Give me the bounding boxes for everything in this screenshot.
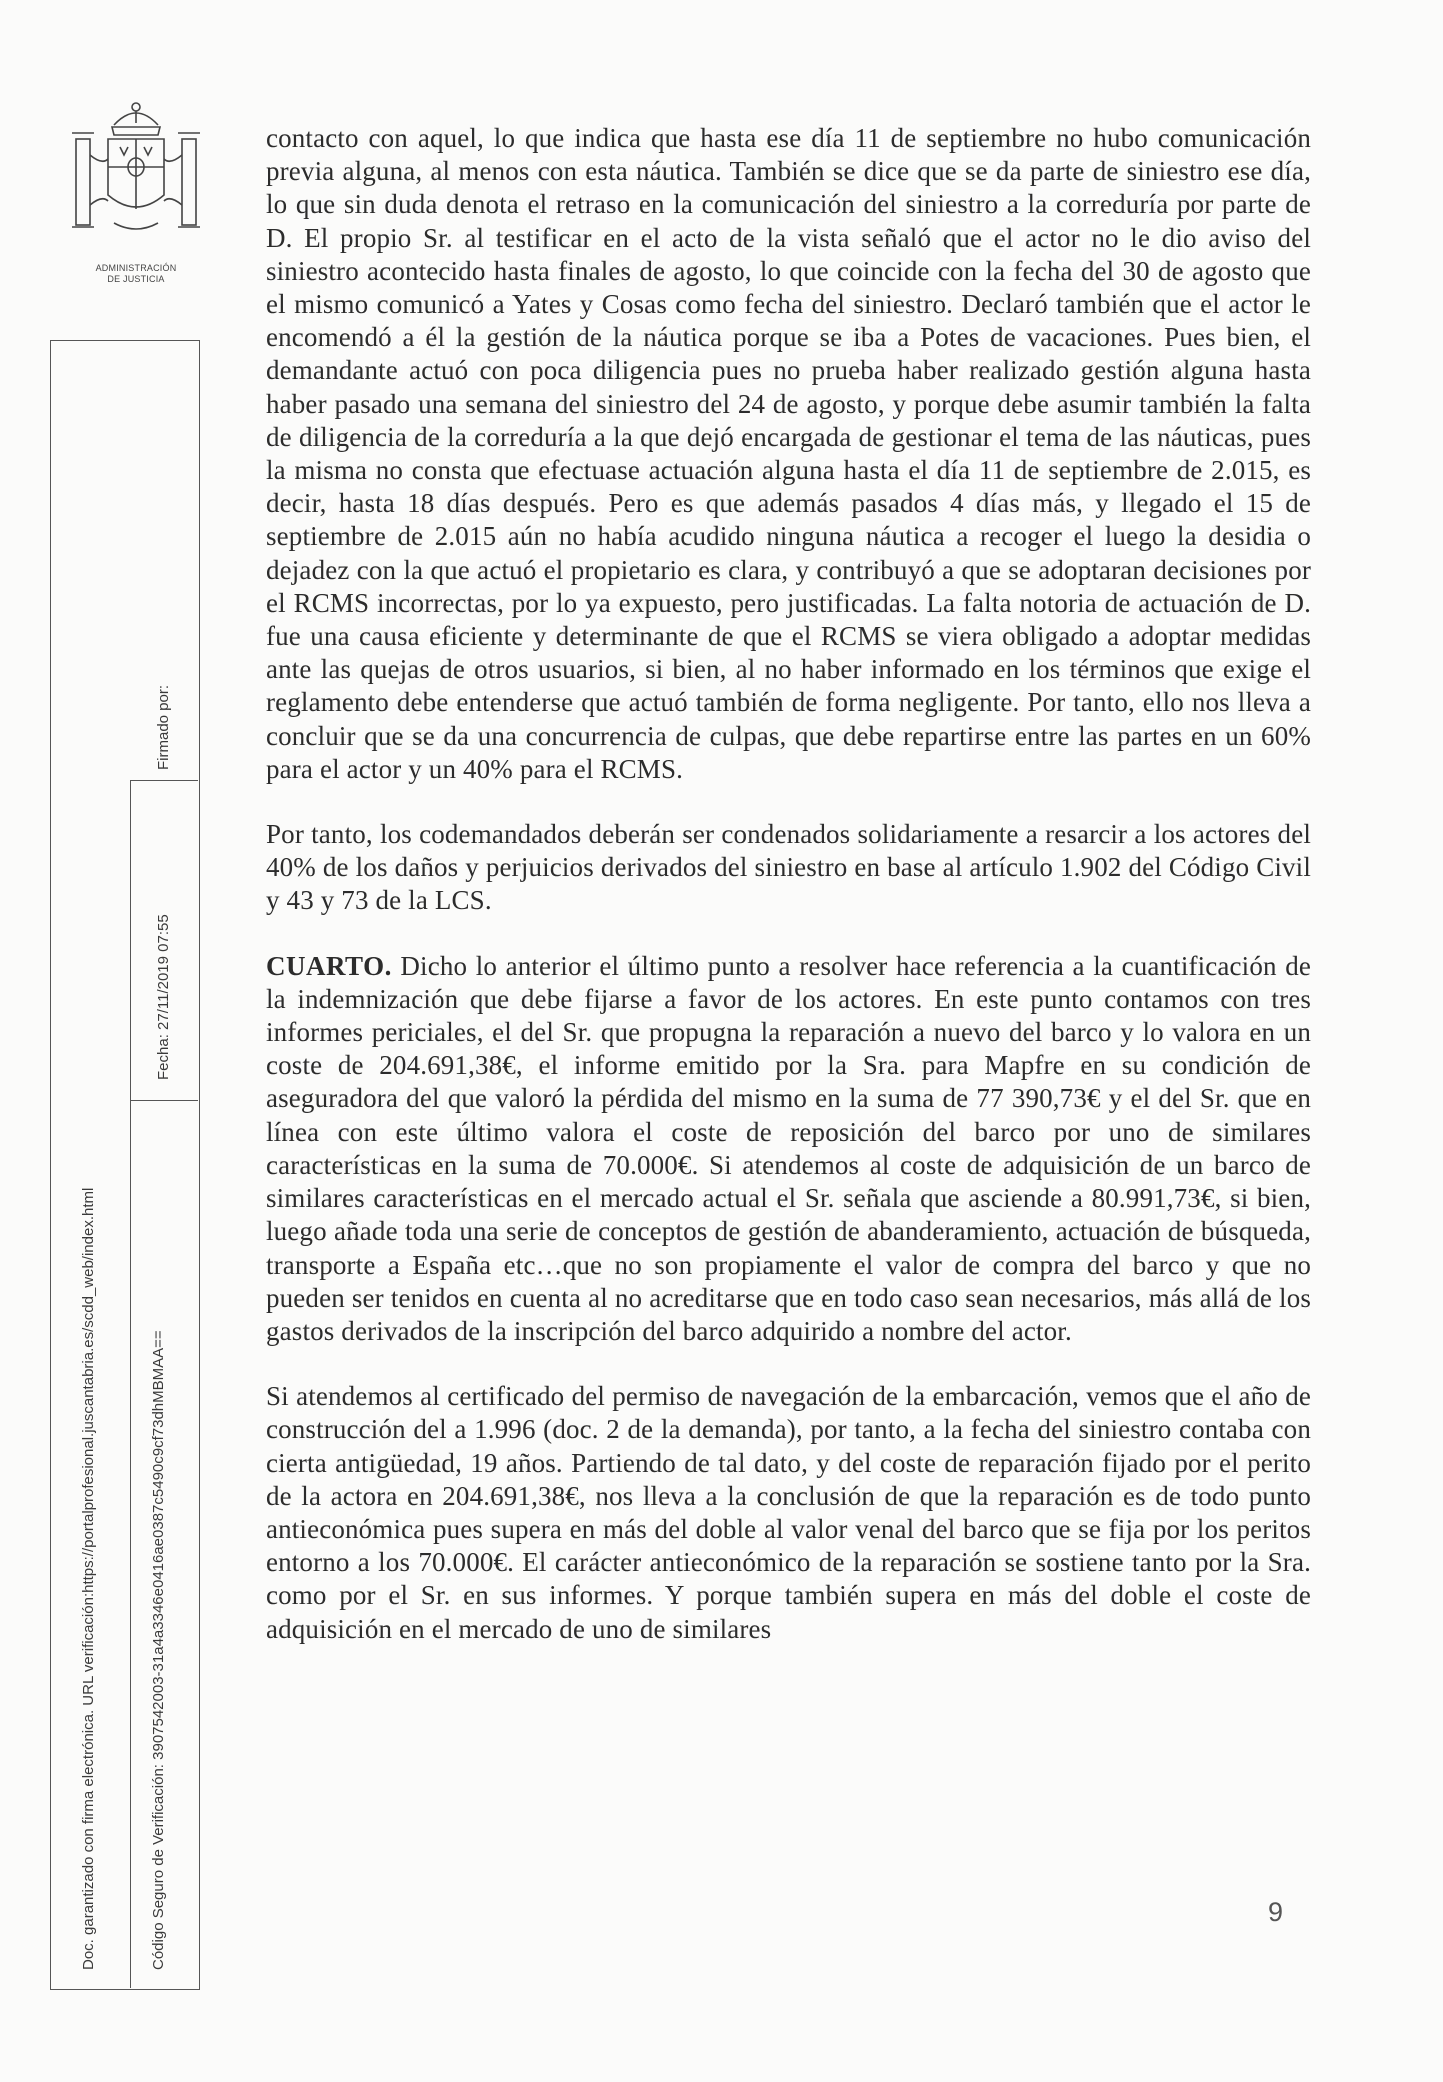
signature-panel-rule [130, 1100, 198, 1101]
signature-panel-divider [130, 780, 131, 1988]
organization-label-line2: DE JUSTICIA [107, 274, 165, 284]
signature-side-panel [50, 340, 200, 1990]
body-paragraph [266, 950, 1311, 1348]
signature-date-text: Fecha: 27/11/2019 07:55 [155, 914, 172, 1080]
body-paragraph: Por tanto, los codemandados deberán ser condenados solidariamente a resarcir a los actores del 40% de los daños y perjuicios derivados del siniestro en base al artículo 1.902 del Código Civil y 43 y 73 de la LCS. [266, 819, 1311, 916]
organization-label-line1: ADMINISTRACIÓN [95, 263, 177, 273]
document-body [266, 122, 1311, 1678]
signed-by-text: Firmado por: [155, 684, 172, 770]
section-text: Dicho lo anterior el último punto a resolver hace referencia a la cuantificación de la indemnización que debe fijarse a favor de los actores. En este punto contamos con tres informes periciales, el del Sr. que propugna la reparación a nuevo del barco y lo valora en un coste de 204.691,38€, el informe emitido por la Sra. para Mapfre en su condición de aseguradora del que valoró la pérdida del mismo en la suma de 77 390,73€ y el del Sr. que en línea con este último valora el coste de reposición del barco por uno de similares características en la suma de 70.000€. Si atendemos al coste de adquisición de un barco de similares características en el mercado actual el Sr. señala que asciende a 80.991,73€, si bien, luego añade toda una serie de conceptos de gestión de abanderamiento, actuación de búsqueda, transporte a España etc…que no son propiamente el valor de compra del barco y que no pueden ser tenidos en cuenta al no acreditarse que en todo caso sean necesarios, más allá de los gastos derivados de la inscripción del barco adquirido a nombre del actor. [266, 950, 1311, 1346]
document-guarantee-text: Doc. garantizado con firma electrónica. URL verificación:https://portalprofesional.juscantabria.es/scdd_web/index.html [80, 1187, 97, 1970]
organization-label [40, 263, 232, 285]
section-heading: CUARTO. [266, 950, 392, 981]
verification-code-text: Código Seguro de Verificación: 3907542003-31a4a3346e0416ae0387c5490c9cf73dhMBMAA== [150, 1330, 167, 1970]
page-number: 9 [1268, 1897, 1284, 1927]
body-paragraph: Si atendemos al certificado del permiso de navegación de la embarcación, vemos que el año de construcción del a 1.996 (doc. 2 de la demanda), por tanto, a la fecha del siniestro contaba con cierta antigüedad, 19 años. Partiendo de tal dato, y del coste de reparación fijado por el perito de la actora en 204.691,38€, nos lleva a la conclusión de que la reparación es de todo punto antieconómica pues supera en más del doble al valor venal del barco que se fija por los peritos entorno a los 70.000€. El carácter antieconómico de la reparación se sostiene tanto por la Sra. como por el Sr. en sus informes. Y porque también supera en más del doble el coste de adquisición en el mercado de uno de similares [266, 1381, 1311, 1644]
signature-panel-rule [130, 780, 198, 781]
coat-of-arms-logo [62, 95, 210, 255]
signature-panel-frame [50, 340, 200, 1990]
body-paragraph: contacto con aquel, lo que indica que hasta ese día 11 de septiembre no hubo comunicación previa alguna, al menos con esta náutica. También se dice que se da parte de siniestro ese día, lo que sin duda denota el retraso en la comunicación del siniestro a la correduría por parte de D. El propio Sr. al testificar en el acto de la vista señaló que el actor no le dio aviso del siniestro acontecido hasta finales de agosto, lo que coincide con la fecha del 30 de agosto que el mismo comunicó a Yates y Cosas como fecha del siniestro. Declaró también que el actor le encomendó a él la gestión de la náutica porque se iba a Potes de vacaciones. Pues bien, el demandante actuó con poca diligencia pues no prueba haber realizado gestión alguna hasta haber pasado una semana del siniestro del 24 de agosto, y porque debe asumir también la falta de diligencia de la correduría a la que dejó encargada de gestionar el tema de las náuticas, pues la misma no consta que efectuase actuación alguna hasta el día 11 de septiembre de 2.015, es decir, hasta 18 días después. Pero es que además pasados 4 días más, y llegado el 15 de septiembre de 2.015 aún no había acudido ninguna náutica a recoger el luego la desidia o dejadez con la que actuó el propietario es clara, y contribuyó a que se adoptaran decisiones por el RCMS incorrectas, por lo ya expuesto, pero justificadas. La falta notoria de actuación de D. fue una causa eficiente y determinante de que el RCMS se viera obligado a adoptar medidas ante las quejas de otros usuarios, si bien, al no haber informado en los términos que exige el reglamento debe entenderse que actuó también de forma negligente. Por tanto, ello nos lleva a concluir que se da una concurrencia de culpas, que debe repartirse entre las partes en un 60% para el actor y un 40% para el RCMS. [266, 123, 1311, 784]
